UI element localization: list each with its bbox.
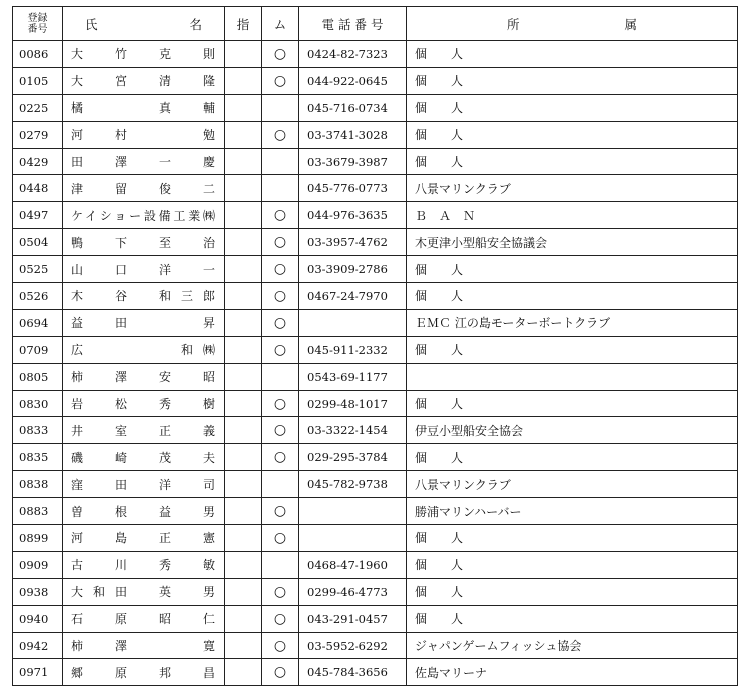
affiliation: 木更津小型船安全協議会	[407, 229, 738, 256]
mu-mark: ○	[262, 283, 299, 310]
member-name: 益 田 昇	[63, 309, 225, 336]
phone-number	[299, 309, 407, 336]
phone-number: 0299-46-4773	[299, 578, 407, 605]
table-row	[13, 578, 738, 605]
header-shi: 指	[225, 7, 262, 41]
registration-number: 0448	[13, 175, 63, 202]
table-header-row	[13, 7, 738, 41]
affiliation: 個 人	[407, 444, 738, 471]
shi-mark	[225, 659, 262, 686]
registration-number: 0830	[13, 390, 63, 417]
shi-mark	[225, 41, 262, 68]
shi-mark	[225, 525, 262, 552]
affiliation: 個 人	[407, 256, 738, 283]
member-name: 郷 原 邦 昌	[63, 659, 225, 686]
affiliation: 個 人	[407, 148, 738, 175]
table-row	[13, 363, 738, 390]
shi-mark	[225, 578, 262, 605]
mu-mark: ○	[262, 659, 299, 686]
affiliation: 個 人	[407, 41, 738, 68]
phone-number: 045-776-0773	[299, 175, 407, 202]
affiliation: 勝浦マリンハーバー	[407, 498, 738, 525]
phone-number: 043-291-0457	[299, 605, 407, 632]
affiliation: 個 人	[407, 390, 738, 417]
phone-number: 0468-47-1960	[299, 551, 407, 578]
affiliation: 個 人	[407, 283, 738, 310]
shi-mark	[225, 202, 262, 229]
mu-mark: ○	[262, 121, 299, 148]
affiliation: 個 人	[407, 121, 738, 148]
registration-number: 0526	[13, 283, 63, 310]
shi-mark	[225, 605, 262, 632]
member-name: 柿 澤 寛	[63, 632, 225, 659]
mu-mark: ○	[262, 336, 299, 363]
phone-number: 0543-69-1177	[299, 363, 407, 390]
shi-mark	[225, 498, 262, 525]
shi-mark	[225, 444, 262, 471]
registration-number: 0086	[13, 41, 63, 68]
affiliation	[407, 363, 738, 390]
mu-mark: ○	[262, 229, 299, 256]
registration-number: 0833	[13, 417, 63, 444]
mu-mark: ○	[262, 578, 299, 605]
mu-mark	[262, 363, 299, 390]
table-row	[13, 498, 738, 525]
shi-mark	[225, 632, 262, 659]
table-row	[13, 525, 738, 552]
affiliation: 個 人	[407, 525, 738, 552]
registration-number: 0835	[13, 444, 63, 471]
phone-number: 0424-82-7323	[299, 41, 407, 68]
mu-mark: ○	[262, 605, 299, 632]
table-row	[13, 229, 738, 256]
member-name: 鴨 下 至 治	[63, 229, 225, 256]
affiliation: ＥＭＣ 江の島モーターボートクラブ	[407, 309, 738, 336]
phone-number: 045-782-9738	[299, 471, 407, 498]
phone-number: 0299-48-1017	[299, 390, 407, 417]
registration-number: 0883	[13, 498, 63, 525]
member-name: 河 島 正 憲	[63, 525, 225, 552]
phone-number: 044-922-0645	[299, 67, 407, 94]
shi-mark	[225, 363, 262, 390]
mu-mark: ○	[262, 309, 299, 336]
affiliation: 個 人	[407, 94, 738, 121]
header-number: 登録 番号	[13, 7, 63, 41]
mu-mark: ○	[262, 67, 299, 94]
table-row	[13, 605, 738, 632]
member-name: 井 室 正 義	[63, 417, 225, 444]
shi-mark	[225, 309, 262, 336]
table-row	[13, 336, 738, 363]
registration-number: 0940	[13, 605, 63, 632]
affiliation: 個 人	[407, 578, 738, 605]
shi-mark	[225, 94, 262, 121]
table-row	[13, 551, 738, 578]
table-row	[13, 659, 738, 686]
table-row	[13, 94, 738, 121]
mu-mark	[262, 175, 299, 202]
member-name: 曽 根 益 男	[63, 498, 225, 525]
phone-number: 0467-24-7970	[299, 283, 407, 310]
affiliation: 八景マリンクラブ	[407, 471, 738, 498]
shi-mark	[225, 551, 262, 578]
member-name: 津 留 俊 二	[63, 175, 225, 202]
table-row	[13, 417, 738, 444]
registration-number: 0971	[13, 659, 63, 686]
phone-number	[299, 525, 407, 552]
mu-mark	[262, 551, 299, 578]
member-name: 木 谷 和三郎	[63, 283, 225, 310]
shi-mark	[225, 471, 262, 498]
phone-number: 03-3957-4762	[299, 229, 407, 256]
mu-mark: ○	[262, 498, 299, 525]
mu-mark	[262, 471, 299, 498]
table-row	[13, 41, 738, 68]
shi-mark	[225, 67, 262, 94]
phone-number: 03-3322-1454	[299, 417, 407, 444]
member-name: 柿 澤 安 昭	[63, 363, 225, 390]
shi-mark	[225, 256, 262, 283]
table-row	[13, 390, 738, 417]
table-row	[13, 67, 738, 94]
mu-mark: ○	[262, 417, 299, 444]
member-name: 磯 崎 茂 夫	[63, 444, 225, 471]
member-name: 大 竹 克 則	[63, 41, 225, 68]
affiliation: 個 人	[407, 551, 738, 578]
mu-mark: ○	[262, 444, 299, 471]
mu-mark: ○	[262, 256, 299, 283]
mu-mark	[262, 94, 299, 121]
table-row	[13, 444, 738, 471]
table-row	[13, 175, 738, 202]
affiliation: 個 人	[407, 336, 738, 363]
table-row	[13, 202, 738, 229]
registration-number: 0838	[13, 471, 63, 498]
shi-mark	[225, 390, 262, 417]
table-row	[13, 121, 738, 148]
shi-mark	[225, 121, 262, 148]
affiliation: Ｂ Ａ Ｎ	[407, 202, 738, 229]
table-row	[13, 256, 738, 283]
member-registry-table	[12, 6, 738, 686]
mu-mark	[262, 148, 299, 175]
shi-mark	[225, 283, 262, 310]
phone-number: 03-3679-3987	[299, 148, 407, 175]
table-row	[13, 283, 738, 310]
affiliation: 伊豆小型船安全協会	[407, 417, 738, 444]
table-row	[13, 148, 738, 175]
member-name: 橘 真 輔	[63, 94, 225, 121]
registration-number: 0709	[13, 336, 63, 363]
member-name: 大和田 英 男	[63, 578, 225, 605]
member-name: 河 村 勉	[63, 121, 225, 148]
affiliation: 個 人	[407, 67, 738, 94]
member-name: 古 川 秀 敏	[63, 551, 225, 578]
phone-number: 045-716-0734	[299, 94, 407, 121]
phone-number: 03-3909-2786	[299, 256, 407, 283]
registration-number: 0938	[13, 578, 63, 605]
phone-number: 03-5952-6292	[299, 632, 407, 659]
shi-mark	[225, 417, 262, 444]
affiliation: 佐島マリーナ	[407, 659, 738, 686]
phone-number: 03-3741-3028	[299, 121, 407, 148]
header-mu: ム	[262, 7, 299, 41]
table-row	[13, 309, 738, 336]
registration-number: 0525	[13, 256, 63, 283]
phone-number: 044-976-3635	[299, 202, 407, 229]
header-affiliation: 所 属	[407, 7, 738, 41]
registration-number: 0279	[13, 121, 63, 148]
member-name: 石 原 昭 仁	[63, 605, 225, 632]
member-name: 田 澤 一 慶	[63, 148, 225, 175]
member-name: 窪 田 洋 司	[63, 471, 225, 498]
registration-number: 0942	[13, 632, 63, 659]
mu-mark: ○	[262, 525, 299, 552]
member-name: 大 宮 清 隆	[63, 67, 225, 94]
table-row	[13, 632, 738, 659]
shi-mark	[225, 336, 262, 363]
registration-number: 0899	[13, 525, 63, 552]
table-row	[13, 471, 738, 498]
phone-number	[299, 498, 407, 525]
phone-number: 029-295-3784	[299, 444, 407, 471]
registration-number: 0105	[13, 67, 63, 94]
shi-mark	[225, 229, 262, 256]
phone-number: 045-911-2332	[299, 336, 407, 363]
member-name: 山 口 洋 一	[63, 256, 225, 283]
affiliation: 八景マリンクラブ	[407, 175, 738, 202]
mu-mark: ○	[262, 202, 299, 229]
header-name: 氏 名	[63, 7, 225, 41]
registration-number: 0225	[13, 94, 63, 121]
shi-mark	[225, 148, 262, 175]
shi-mark	[225, 175, 262, 202]
registration-number: 0805	[13, 363, 63, 390]
mu-mark: ○	[262, 390, 299, 417]
registration-number: 0497	[13, 202, 63, 229]
affiliation: ジャパンゲームフィッシュ協会	[407, 632, 738, 659]
affiliation: 個 人	[407, 605, 738, 632]
registration-number: 0909	[13, 551, 63, 578]
member-name: 広 和㈱	[63, 336, 225, 363]
mu-mark: ○	[262, 632, 299, 659]
registration-number: 0504	[13, 229, 63, 256]
header-tel: 電 話 番 号	[299, 7, 407, 41]
registration-number: 0694	[13, 309, 63, 336]
mu-mark: ○	[262, 41, 299, 68]
member-name: ケイショー設備工業㈱	[63, 202, 225, 229]
registration-number: 0429	[13, 148, 63, 175]
phone-number: 045-784-3656	[299, 659, 407, 686]
member-name: 岩 松 秀 樹	[63, 390, 225, 417]
